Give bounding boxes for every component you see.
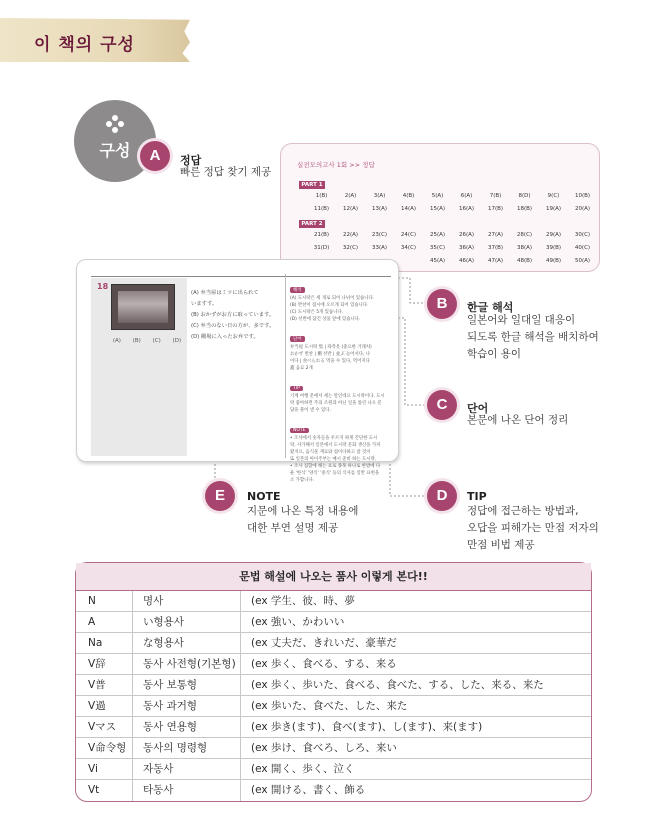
table-row: Vt 타동사 (ex 開ける、書く、飾る bbox=[76, 780, 591, 801]
badge-b: B bbox=[427, 289, 457, 319]
question-number: 18 bbox=[97, 282, 109, 291]
explanation-pane: 해석 (A) 도시락은 세 개로 되어 나뉘어 있습니다. (B) 반찬이 접시에 오르게 되어 있습니다. (C) 도시락은 5개 있습니다. (D) 선반에 담긴 상품 앞에 있습니다. 단어 弁当屋 도시락 集 | 좌측옷 (중요한 거래처) おかず 반찬 | 棚 선반 | 並ぶ 늘어서다, 나 이다 | 食べられる 먹을 수 있다, 먹어지다 蓋 음료 2개 TIP 기계 여행 문에서 세는 말인데요 도시락이다. 도시 락 좋아하면 주의 조원과 아닌 일을 틀린 나오 문 답을 풀어 낼 수 있다. NOTE • 조사에서 숫자들을 우르지 하게 간단한 도시 락, 사가해서 일본에서 도시락 문화 생산을 가져 왔지요, 음식물 재료와 섭이다하고 참 것이 또 일본의 아이주부는 매시 준비 하는 도시락. • 조사 집합에 해는 표로 종목 하나로 한밤에 다 운 '한식' '양식' '중식' 등의 식사를 일반 표현을 소 가합니다. bbox=[285, 274, 385, 458]
item-a-title: 정답 bbox=[180, 154, 202, 167]
table-row: V過 동사 과거형 (ex 歩いた、食べた、した、来た bbox=[76, 696, 591, 717]
answer-row: 1(B) 2(A) 3(A) 4(B) 5(A) 6(A) 7(B) 8(D) 9(C) 10(B) bbox=[315, 193, 591, 199]
item-c-title: 단어 bbox=[467, 402, 489, 415]
table-row: Vマス 동사 연용형 (ex 歩き(ます)、食べ(ます)、し(ます)、来(ます) bbox=[76, 717, 591, 738]
item-d-desc: 정답에 접근하는 방법과, 오답을 피해가는 만점 저자의 만점 비법 제공 bbox=[467, 505, 599, 551]
table-row: Vi 자동사 (ex 開く、歩く、泣く bbox=[76, 759, 591, 780]
tip-tag: TIP bbox=[290, 386, 303, 391]
answer-row: 45(A) 46(A) 47(A) 48(B) 49(B) 50(A) bbox=[429, 258, 591, 264]
item-d-title: TIP bbox=[467, 490, 487, 503]
answer-row: 21(B) 22(A) 23(C) 24(C) 25(A) 26(A) 27(A) 28(C) 29(A) 30(C) bbox=[313, 232, 591, 238]
choice-list: (A) 弁当屋はミツに出られて いますす。 (B) おかずがお方に取っています。 (C) 弁当のない日の方が、多です。 (D) 棚場に入ったお弁です。 bbox=[191, 290, 275, 340]
badge-a: A bbox=[140, 141, 170, 171]
part-2-label: PART 2 bbox=[299, 220, 325, 228]
table-row: V辞 동사 사전형(기본형) (ex 歩く、食べる、する、来る bbox=[76, 654, 591, 675]
badge-d: D bbox=[427, 481, 457, 511]
grammar-table-title: 문법 해설에 나오는 품사 이렇게 본다!! bbox=[76, 563, 591, 591]
grammar-table bbox=[75, 562, 592, 802]
table-row: N 명사 (ex 学生、彼、時、夢 bbox=[76, 591, 591, 612]
badge-c: C bbox=[427, 390, 457, 420]
table-row: V普 동사 보통형 (ex 歩く、歩いた、食べる、食べた、する、した、来る、来た bbox=[76, 675, 591, 696]
note-tag: NOTE bbox=[290, 428, 309, 433]
answer-sheet-sample bbox=[280, 143, 600, 272]
badge-e: E bbox=[205, 481, 235, 511]
table-row: A い형용사 (ex 強い、かわいい bbox=[76, 612, 591, 633]
book-page-sample bbox=[76, 259, 399, 483]
item-b-desc: 일본어와 일대일 대응이 되도록 한글 해석을 배치하여 학습이 용이 bbox=[467, 314, 599, 360]
page-header bbox=[0, 0, 650, 70]
answer-row: 31(D) 32(C) 33(A) 34(C) 35(C) 36(A) 37(B) 38(A) 39(B) 40(C) bbox=[313, 245, 591, 251]
question-photo bbox=[111, 284, 175, 330]
translation-tag: 해석 bbox=[290, 287, 305, 293]
answer-row: 11(B) 12(A) 13(A) 14(A) 15(A) 16(A) 17(B) 18(B) 19(A) 20(A) bbox=[313, 206, 591, 212]
answer-sheet-title: 실전모의고사 1회 >> 정답 bbox=[297, 161, 375, 169]
item-e-desc: 지문에 나온 특정 내용에 대한 부연 설명 제공 bbox=[247, 505, 359, 534]
item-a-desc: 빠른 정답 찾기 제공 bbox=[180, 166, 272, 178]
page-title: 이 책의 구성 bbox=[34, 35, 135, 55]
item-b-title: 한글 해석 bbox=[467, 301, 514, 314]
part-1-label: PART 1 bbox=[299, 181, 325, 189]
item-e-title: NOTE bbox=[247, 490, 281, 503]
table-row: Na な형용사 (ex 丈夫だ、きれいだ、豪華だ bbox=[76, 633, 591, 654]
intro-circle bbox=[74, 100, 156, 182]
clover-icon bbox=[105, 114, 125, 134]
table-row: V命令형 동사의 명령형 (ex 歩け、食べろ、しろ、来い bbox=[76, 738, 591, 759]
vocab-tag: 단어 bbox=[290, 336, 305, 342]
item-c-desc: 본문에 나온 단어 정리 bbox=[467, 414, 569, 426]
intro-label: 구성 bbox=[99, 141, 131, 160]
question-pane bbox=[91, 270, 291, 458]
answer-options: (A) (B) (C) (D) bbox=[112, 338, 182, 344]
